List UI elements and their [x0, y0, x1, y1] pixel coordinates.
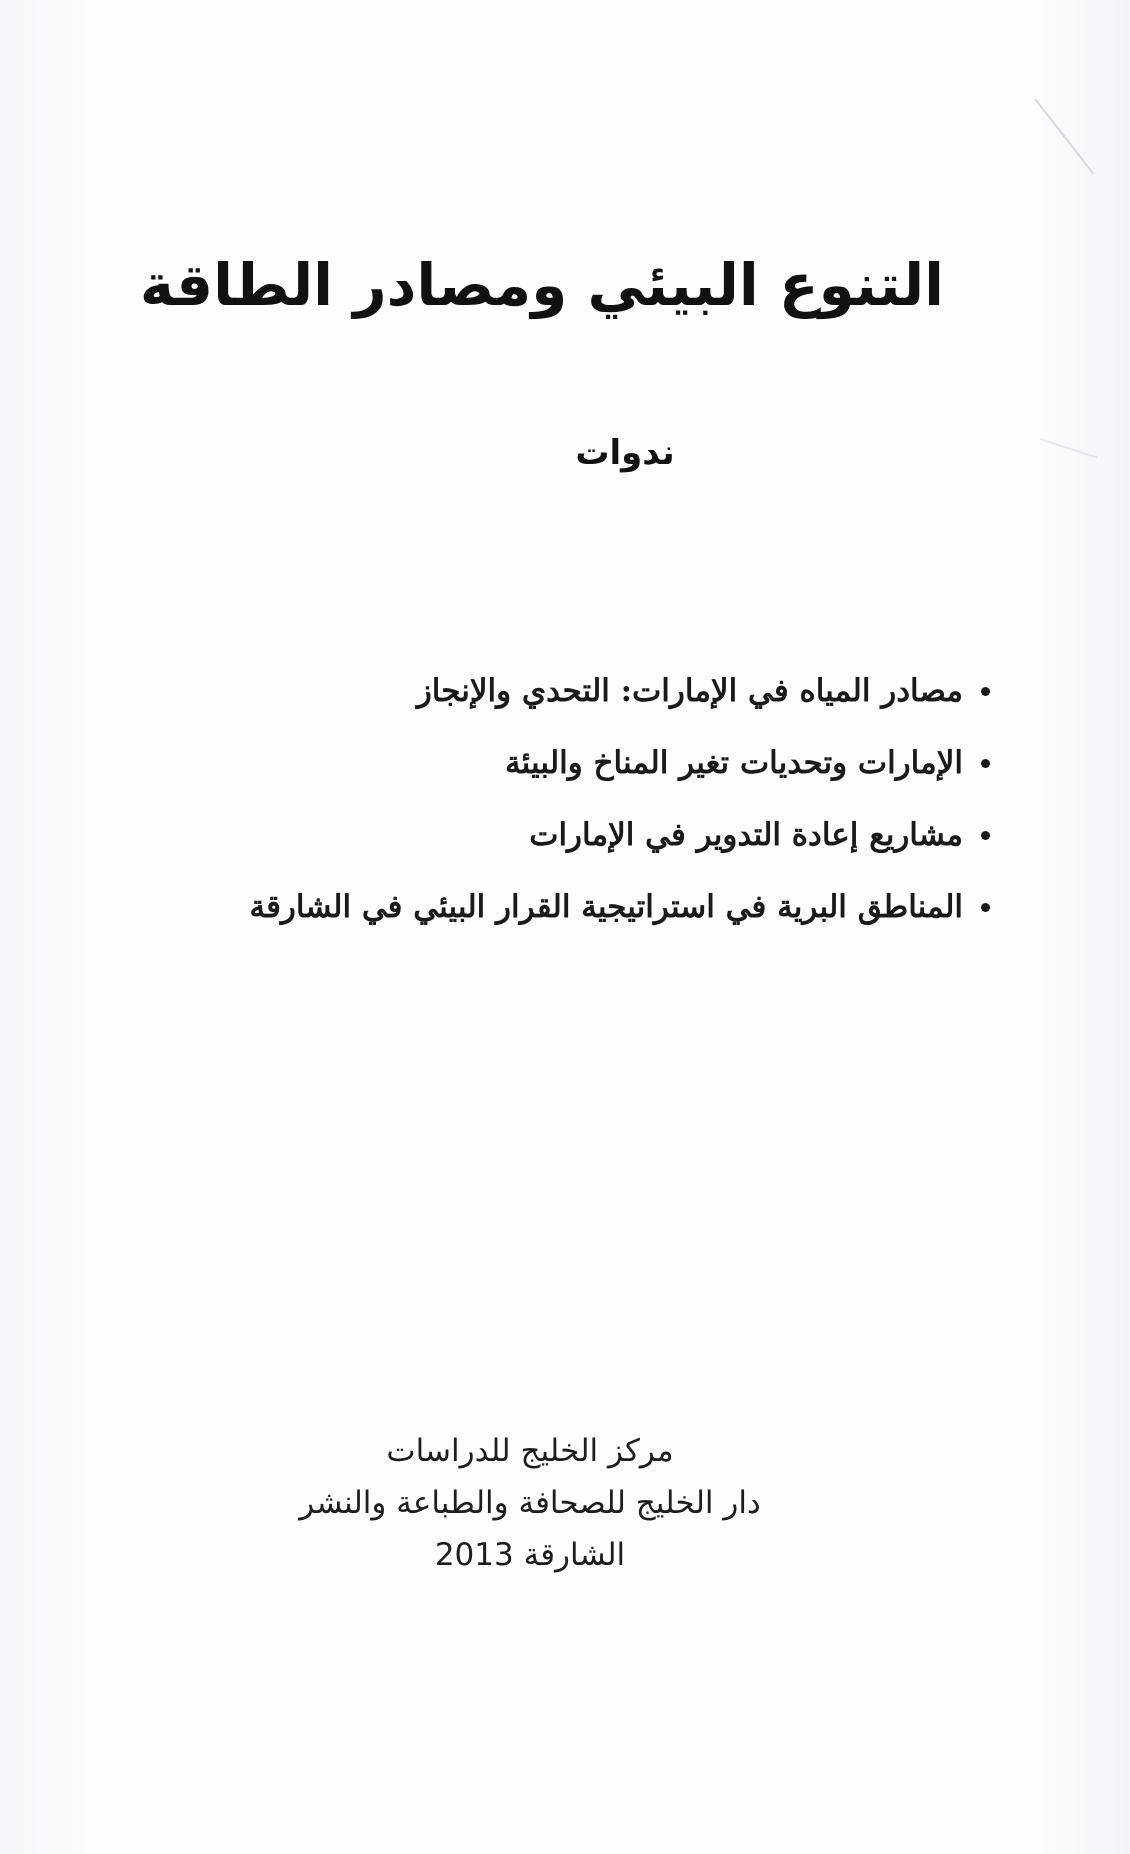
- topic-item: [270, 799, 990, 871]
- bullet-icon: [981, 903, 990, 912]
- book-subtitle: ندوات: [575, 433, 675, 473]
- topic-label: مشاريع إعادة التدوير في الإمارات: [529, 817, 963, 853]
- topic-label: مصادر المياه في الإمارات: التحدي والإنجاز: [416, 673, 963, 709]
- topic-item: [270, 727, 990, 799]
- topic-label: الإمارات وتحديات تغير المناخ والبيئة: [505, 745, 963, 781]
- publisher-imprint: [0, 1425, 1130, 1581]
- bullet-icon: [981, 831, 990, 840]
- topics-list: [249, 655, 990, 943]
- place-and-year: الشارقة 2013: [434, 1537, 626, 1573]
- research-center-name: مركز الخليج للدراسات: [386, 1433, 674, 1469]
- topic-item: [249, 871, 990, 943]
- paper-scratch-mark: [1034, 98, 1094, 174]
- bullet-icon: [981, 687, 990, 696]
- bullet-icon: [981, 759, 990, 768]
- book-title: التنوع البيئي ومصادر الطاقة: [139, 251, 944, 319]
- publisher-name: دار الخليج للصحافة والطباعة والنشر: [299, 1485, 761, 1521]
- topic-label: المناطق البرية في استراتيجية القرار البيئي في الشارقة: [249, 889, 963, 925]
- topic-item: [270, 655, 990, 727]
